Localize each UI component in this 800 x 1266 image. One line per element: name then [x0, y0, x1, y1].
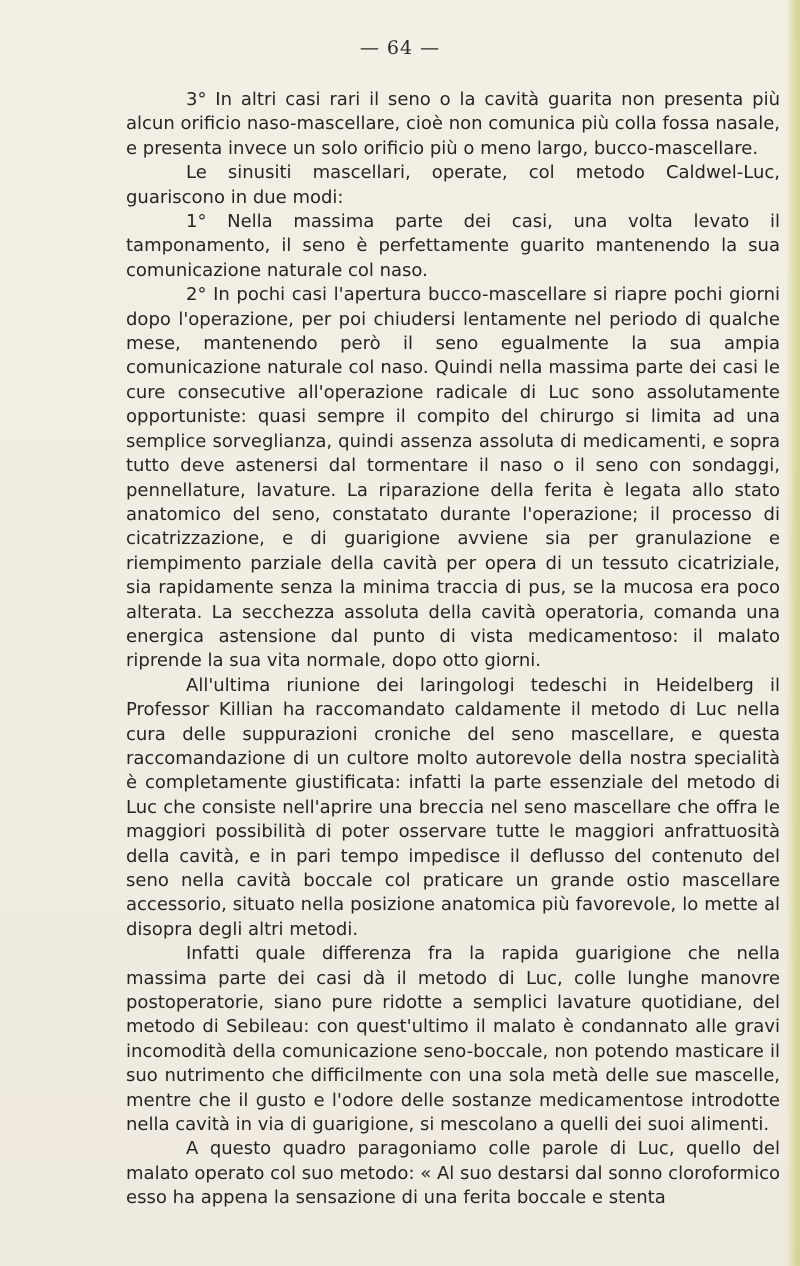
- paragraph-4: 2° In pochi casi l'apertura bucco-mascellare si riapre pochi giorni dopo l'operazione, per poi chiudersi lentamente nel periodo di qualche mese, mantenendo però il seno egualmente la sua ampia comunicazione naturale col naso. Quindi nella massima parte dei casi le cure consecutive all'operazione radicale di Luc sono assolutamente opportuniste: quasi sempre il compito del chirurgo si limita ad una semplice sorveglianza, quindi assenza assoluta di medicamenti, e sopra tutto deve astenersi dal tormentare il naso o il seno con sondaggi, pennellature, lavature. La riparazione della ferita è legata allo stato anatomico del seno, constatato durante l'operazione; il processo di cicatrizzazione, e di guarigione avviene sia per granulazione e riempimento parziale della cavità per opera di un tessuto cicatriziale, sia rapidamente senza la minima traccia di pus, se la mucosa era poco alterata. La secchezza assoluta della cavità operatoria, comanda una energica astensione dal punto di vista medicamentoso: il malato riprende la sua vita normale, dopo otto giorni.: [126, 284, 780, 672]
- paragraph-7: A questo quadro paragoniamo colle parole di Luc, quello del malato operato col suo metodo: « Al suo destarsi dal sonno cloroformico esso ha appena la sensazione di una ferita boccale e stenta: [126, 1138, 780, 1209]
- paragraph-2: Le sinusiti mascellari, operate, col metodo Caldwel-Luc, guariscono in due modi:: [126, 162, 780, 208]
- paragraph-3: 1° Nella massima parte dei casi, una volta levato il tamponamento, il seno è perfettamente guarito mantenendo la sua comunicazione naturale col naso.: [126, 211, 780, 281]
- body-text: [126, 88, 780, 1211]
- paragraph-6: Infatti quale differenza fra la rapida guarigione che nella massima parte dei casi dà il metodo di Luc, colle lunghe manovre postoperatorie, siano pure ridotte a semplici lavature quotidiane, del metodo di Sebileau: con quest'ultimo il malato è condannato alle gravi incomodità della comunicazione seno-boccale, non potendo masticare il suo nutrimento che difficilmente con una sola metà delle sue mascelle, mentre che il gusto e l'odore delle sostanze medicamentose introdotte nella cavità in via di guarigione, si mescolano a quelli dei suoi alimenti.: [126, 943, 780, 1136]
- page-number: — 64 —: [359, 37, 441, 59]
- paragraph-5: All'ultima riunione dei laringologi tedeschi in Heidelberg il Professor Killian ha raccomandato caldamente il metodo di Luc nella cura delle suppurazioni croniche del seno mascellare, e questa raccomandazione di un cultore molto autorevole della nostra specialità è completamente giustificata: infatti la parte essenziale del metodo di Luc che consiste nell'aprire una breccia nel seno mascellare che offra le maggiori possibilità di poter osservare tutte le maggiori anfrattuosità della cavità, e in pari tempo impedisce il deflusso del contenuto del seno nella cavità boccale col praticare un grande ostio mascellare accessorio, situato nella posizione anatomica più favorevole, lo mette al disopra degli altri metodi.: [126, 674, 780, 940]
- page-edge-shadow: [786, 0, 800, 1266]
- paragraph-1: 3° In altri casi rari il seno o la cavità guarita non presenta più alcun orificio naso-mascellare, cioè non comunica più colla fossa nasale, e presenta invece un solo orificio più o meno largo, bucco-mascellare.: [126, 89, 780, 159]
